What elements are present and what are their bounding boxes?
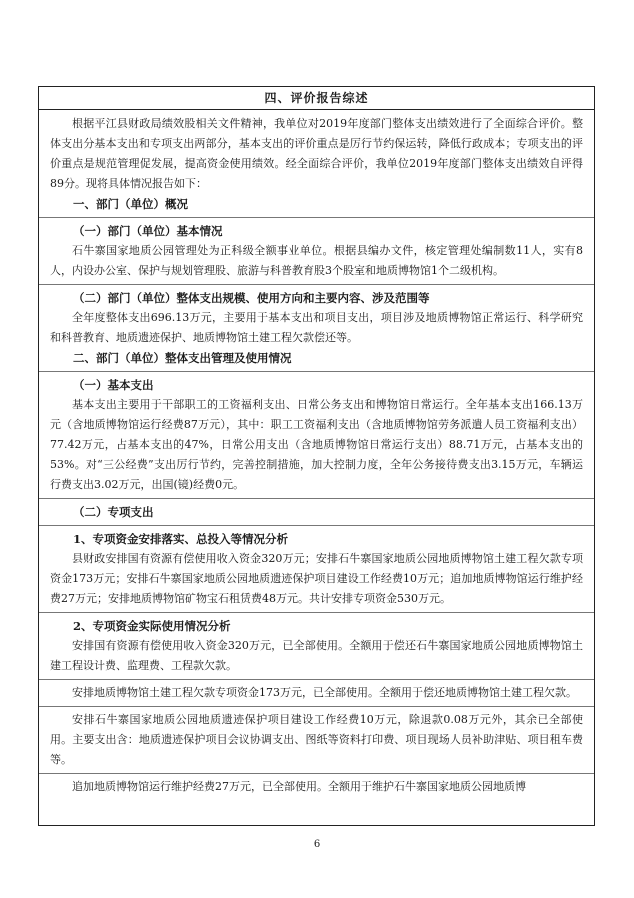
item1-heading: 1、专项资金安排落实、总投入等情况分析	[73, 532, 288, 546]
report-table	[38, 86, 595, 826]
part1-sub1-heading: （一）部门（单位）基本情况	[73, 224, 223, 238]
item2-heading: 2、专项资金实际使用情况分析	[73, 619, 231, 633]
divider	[39, 706, 594, 707]
divider	[39, 217, 594, 218]
divider	[39, 498, 594, 499]
item1-text: 县财政安排国有资源有偿使用收入资金320万元；安排石牛寨国家地质公园地质博物馆土建工程欠款专项资金173万元；安排石牛寨国家地质公园地质遗迹保护项目建设工作经费10万元；追加地质博物馆运行维护经费27万元；安排地质博物馆矿物宝石租赁费48万元。共计安排专项资金530万元。	[50, 552, 583, 605]
item2-text: 安排国有资源有偿使用收入资金320万元，已全部使用。全额用于偿还石牛寨国家地质公园地质博物馆土建工程设计费、监理费、工程款欠款。	[50, 639, 583, 672]
part2-sub1-text: 基本支出主要用于干部职工的工资福利支出、日常公务支出和博物馆日常运行。全年基本支出166.13万元（含地质博物馆运行经费87万元），其中：职工工资福利支出（含地质博物馆劳务派遣人员工资福利支出）77.42万元，占基本支出的47%，日常公用支出（含地质博物馆日常运行支出）88.71万元，占基本支出的53%。对“三公经费”支出厉行节约，完善控制措施，加大控制力度，全年公务接待费支出3.15万元，车辆运行费支出3.02万元，出国(镜)经费0元。	[50, 398, 583, 491]
divider	[39, 284, 594, 285]
part1-sub2-heading: （二）部门（单位）整体支出规模、使用方向和主要内容、涉及范围等	[73, 291, 430, 305]
section-title: 四、评价报告综述	[39, 87, 594, 110]
page-number: 6	[313, 839, 321, 850]
part1-heading: 一、部门（单位）概况	[73, 197, 188, 211]
divider	[39, 612, 594, 613]
divider	[39, 773, 594, 774]
divider	[39, 371, 594, 372]
item2-text: 安排石牛寨国家地质公园地质遗迹保护项目建设工作经费10万元，除退款0.08万元外，其余已全部使用。主要支出含：地质遗迹保护项目会议协调支出、图纸等资料打印费、项目现场人员补助津贴、项目租车费等。	[50, 713, 583, 766]
part2-heading: 二、部门（单位）整体支出管理及使用情况	[73, 351, 292, 365]
part2-sub2-heading: （二）专项支出	[73, 505, 154, 519]
part2-sub1-heading: （一）基本支出	[73, 378, 154, 392]
report-content	[39, 110, 594, 797]
part1-sub2-text: 全年度整体支出696.13万元，主要用于基本支出和项目支出，项目涉及地质博物馆正常运行、科学研究和科普教育、地质遗迹保护、地质博物馆土建工程欠款偿还等。	[50, 311, 583, 344]
divider	[39, 525, 594, 526]
intro-paragraph: 根据平江县财政局绩效股相关文件精神，我单位对2019年度部门整体支出绩效进行了全面综合评价。整体支出分基本支出和专项支出两部分，基本支出的评价重点是厉行节约保运转，降低行政成本；专项支出的评价重点是规范管理促发展，提高资金使用绩效。经全面综合评价，我单位2019年度部门整体支出绩效自评得89分。现将具体情况报告如下：	[50, 117, 583, 190]
item2-text: 追加地质博物馆运行维护经费27万元，已全部使用。全额用于维护石牛寨国家地质公园地质博	[72, 780, 526, 793]
item2-text: 安排地质博物馆土建工程欠款专项资金173万元，已全部使用。全额用于偿还地质博物馆土建工程欠款。	[72, 686, 577, 699]
divider	[39, 679, 594, 680]
part1-sub1-text: 石牛寨国家地质公园管理处为正科级全额事业单位。根据县编办文件，核定管理处编制数11人，实有8人，内设办公室、保护与规划管理股、旅游与科普教育股3个股室和地质博物馆1个二级机构。	[50, 244, 583, 277]
